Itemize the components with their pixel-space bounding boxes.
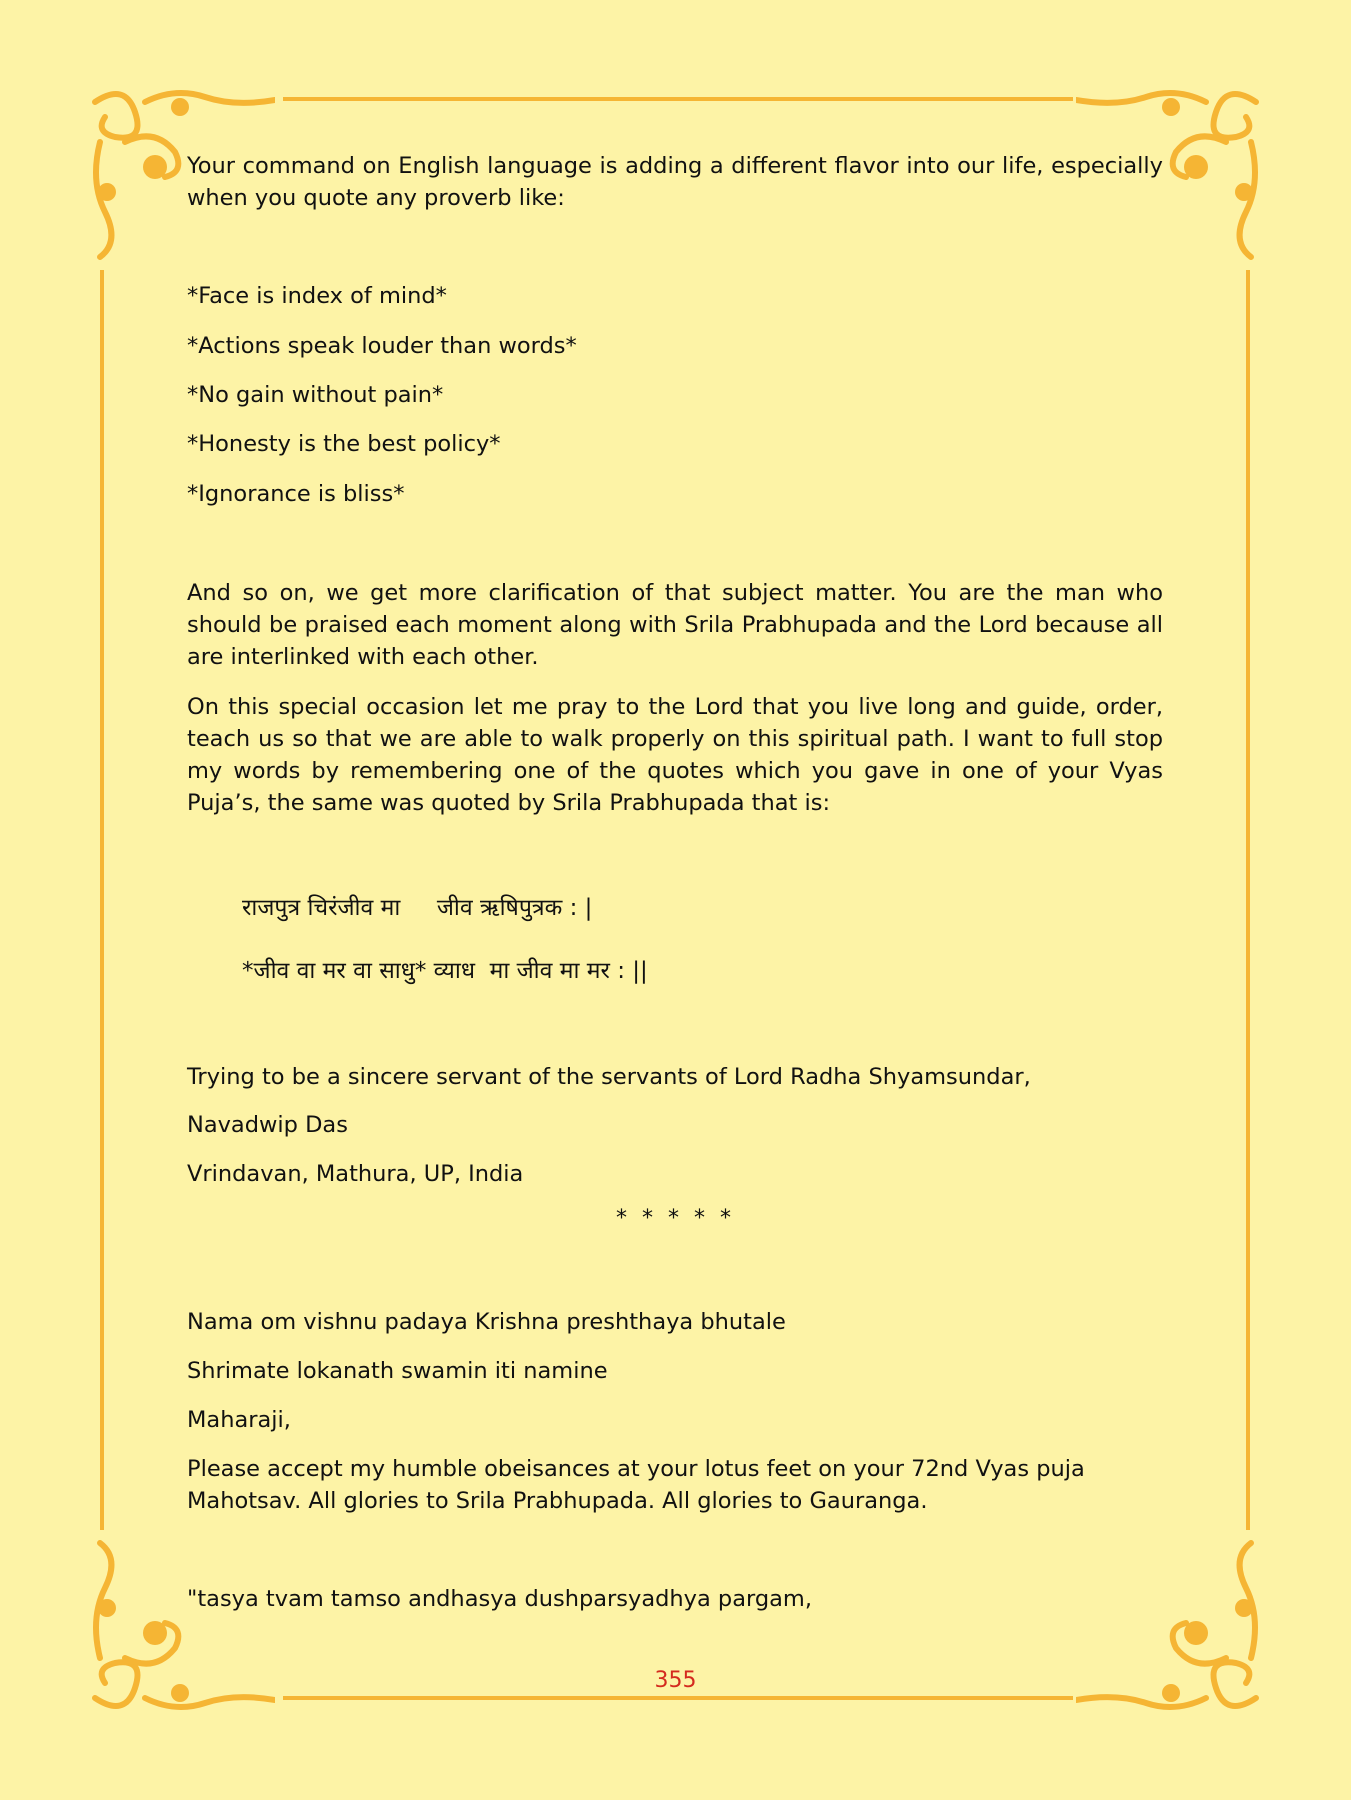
sanskrit-verse-line: *जीव वा मर वा साधु* व्याध मा जीव मा मर : || [242, 958, 648, 984]
page-number: 355 [654, 1668, 697, 1693]
paragraph-prayer: On this special occasion let me pray to the Lord that you live long and guide, order, teach us so that we are able to walk properly on this spiritual path. I want to full stop my words by remembering one of the quotes which you gave in one of your Vyas Puja’s, the same was quoted by Srila Prabhupada that is: [187, 694, 1163, 816]
section-separator: * * * * * [616, 1206, 735, 1231]
proverb: *No gain without pain* [187, 382, 444, 408]
paragraph-clarification: And so on, we get more clarification of that subject matter. You are the man who should be praised each moment along with Srila Prabhupada and the Lord because all are interlinked with each other. [187, 580, 1163, 670]
border-left [100, 270, 104, 1530]
border-top [283, 97, 1073, 101]
invocation-line: Shrimate lokanath swamin iti namine [187, 1358, 608, 1384]
proverb: *Ignorance is bliss* [187, 481, 405, 507]
signoff-line: Trying to be a sincere servant of the servants of Lord Radha Shyamsundar, [187, 1064, 1031, 1090]
intro-paragraph: Your command on English language is adding a different flavor into our life, especially when you quote any proverb like: [187, 153, 1163, 211]
border-right [1246, 270, 1250, 1530]
salutation: Maharaji, [187, 1407, 291, 1433]
border-bottom [283, 1696, 1073, 1700]
obeisances-paragraph: Please accept my humble obeisances at your lotus feet on your 72nd Vyas puja Mahotsav. All glories to Srila Prabhupada. All glories to Gauranga. [187, 1456, 1085, 1514]
quote-line: "tasya tvam tamso andhasya dushparsyadhya pargam, [187, 1586, 812, 1612]
author-name: Navadwip Das [187, 1112, 348, 1138]
proverb: *Face is index of mind* [187, 283, 447, 309]
proverb: *Actions speak louder than words* [187, 333, 577, 359]
author-location: Vrindavan, Mathura, UP, India [187, 1161, 524, 1187]
invocation-line: Nama om vishnu padaya Krishna preshthaya bhutale [187, 1309, 786, 1335]
proverb: *Honesty is the best policy* [187, 431, 501, 457]
sanskrit-verse-line: राजपुत्र चिरंजीव मा जीव ऋषिपुत्रक : | [242, 895, 593, 921]
